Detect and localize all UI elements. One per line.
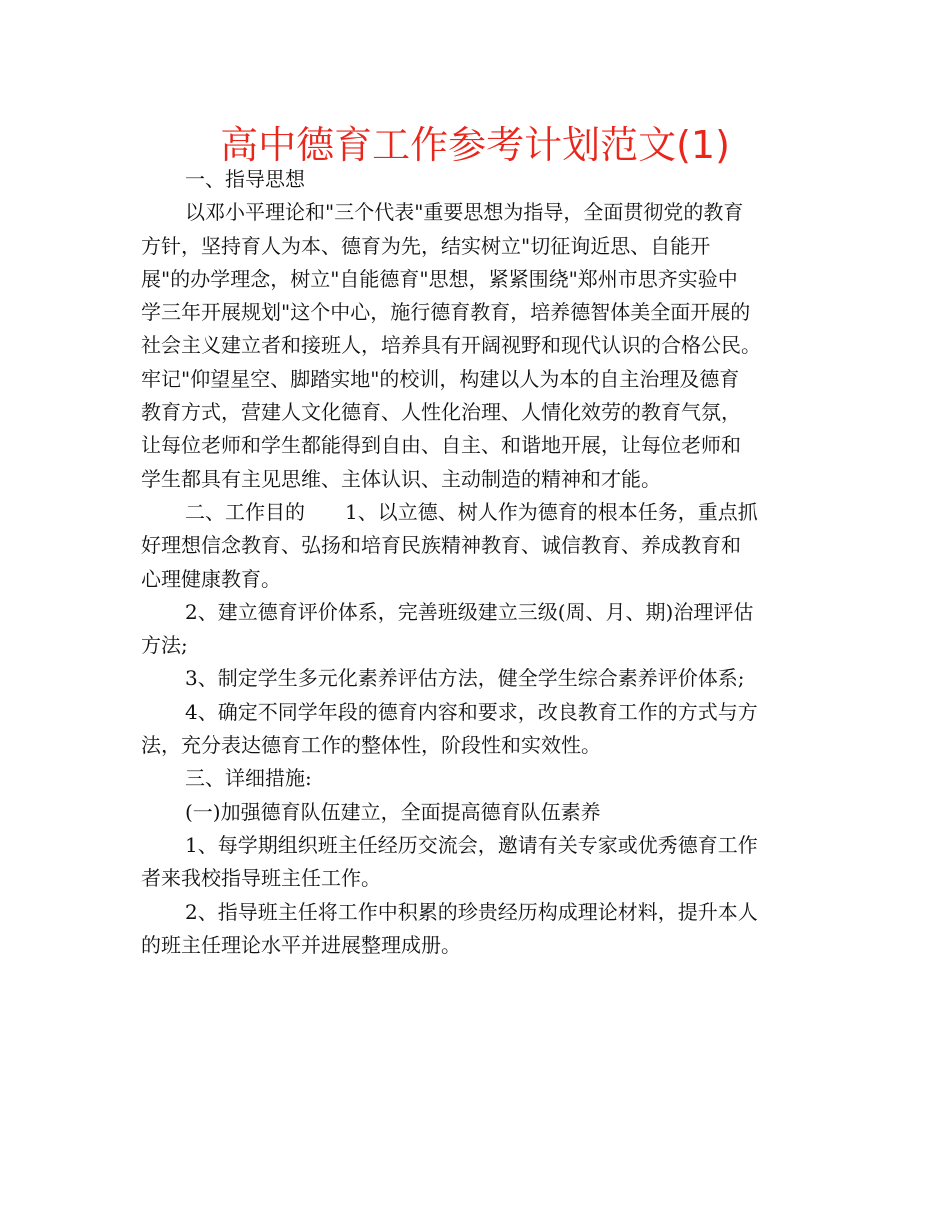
paragraph-line: 2、指导班主任将工作中积累的珍贵经历构成理论材料，提升本人	[185, 899, 758, 924]
paragraph-line: 者来我校指导班主任工作。	[141, 866, 381, 891]
paragraph-line: 2、建立德育评价体系，完善班级建立三级(周、月、期)治理评估	[185, 599, 754, 624]
paragraph-line: 展"的办学理念，树立"自能德育"思想，紧紧围绕"郑州市思齐实验中	[141, 266, 738, 291]
paragraph-line: 法，充分表达德育工作的整体性，阶段性和实效性。	[141, 733, 601, 758]
paragraph-line: 一、指导思想	[185, 167, 305, 191]
paragraph-line: 让每位老师和学生都能得到自由、自主、和谐地开展，让每位老师和	[141, 433, 741, 458]
paragraph-line: 4、确定不同学年段的德育内容和要求，改良教育工作的方式与方	[185, 699, 758, 724]
paragraph-line: 方法;	[141, 633, 188, 658]
document-body	[141, 163, 821, 962]
paragraph-line: 以邓小平理论和"三个代表"重要思想为指导，全面贯彻党的教育	[185, 200, 744, 225]
paragraph-line: 社会主义建立者和接班人，培养具有开阔视野和现代认识的合格公民。	[141, 333, 761, 358]
paragraph-line: 牢记"仰望星空、脚踏实地"的校训，构建以人为本的自主治理及德育	[141, 366, 740, 391]
paragraph-line: 心理健康教育。	[141, 566, 281, 591]
document-title: 高中德育工作参考计划范文(1)	[220, 123, 730, 167]
paragraph-line: 三、详细措施:	[185, 766, 312, 791]
paragraph-line: 学三年开展规划"这个中心，施行德育教育，培养德智体美全面开展的	[141, 300, 751, 325]
paragraph-line: 二、工作目的 1、以立德、树人作为德育的根本任务，重点抓	[185, 499, 758, 524]
paragraph-line: 1、每学期组织班主任经历交流会，邀请有关专家或优秀德育工作	[185, 832, 758, 857]
paragraph-line: 教育方式，营建人文化德育、人性化治理、人情化效劳的教育气氛，	[141, 400, 741, 425]
paragraph-line: 方针，坚持育人为本、德育为先，结实树立"切征询近思、自能开	[141, 233, 711, 258]
paragraph-line: 好理想信念教育、弘扬和培育民族精神教育、诚信教育、养成教育和	[141, 533, 741, 558]
paragraph-line: (一)加强德育队伍建立，全面提高德育队伍素养	[185, 799, 601, 824]
paragraph-line: 3、制定学生多元化素养评估方法，健全学生综合素养评价体系;	[185, 666, 745, 691]
paragraph-line: 学生都具有主见思维、主体认识、主动制造的精神和才能。	[141, 466, 661, 491]
paragraph-line: 的班主任理论水平并进展整理成册。	[141, 932, 461, 957]
